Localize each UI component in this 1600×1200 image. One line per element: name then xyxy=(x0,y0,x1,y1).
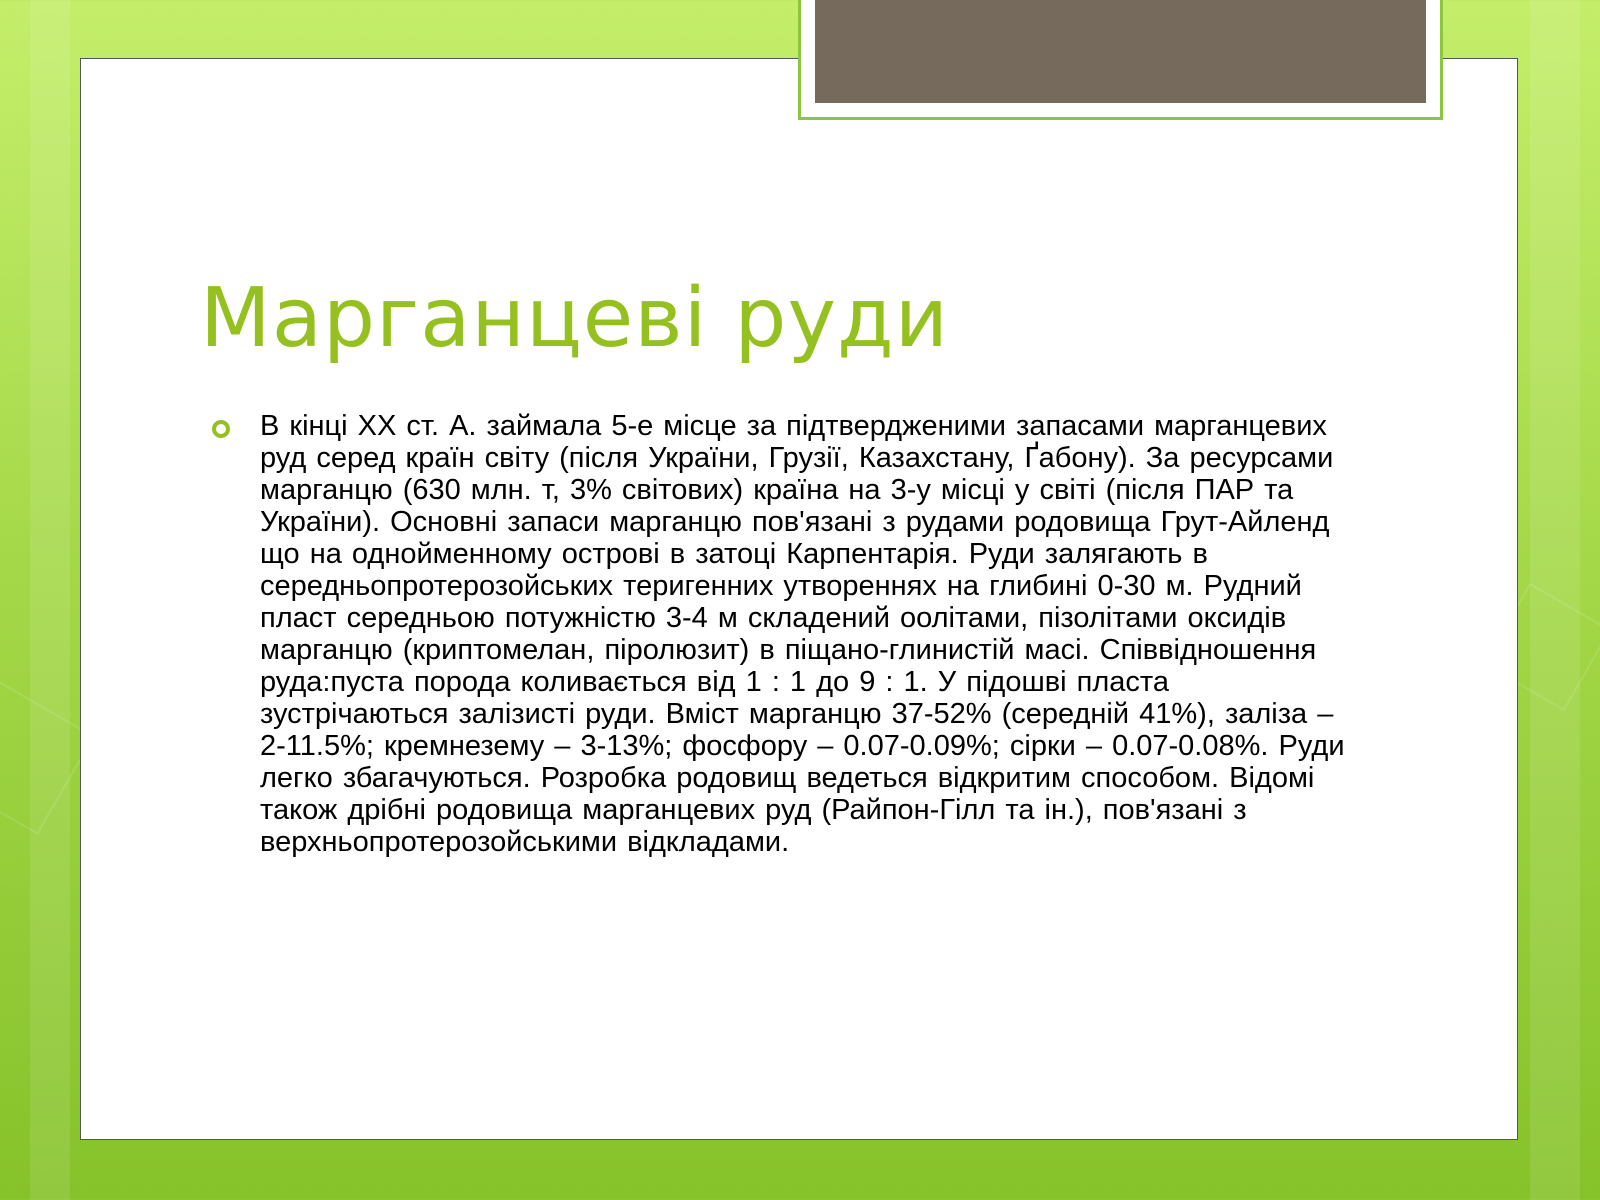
ring-bullet-icon xyxy=(212,420,230,438)
slide-title: Марганцеві руди xyxy=(200,271,949,366)
bullet-paragraph: В кінці ХХ ст. А. займала 5-е місце за підтвердженими запасами марганцевих руд серед країн світу (після України, Грузії, Казахстану, Ґабону). За ресурсами марганцю (630 млн. т, 3% світових) країна на 3-у місці у світі (після ПАР та України). Основні запаси марганцю пов'язані з рудами родовища Грут-Айленд що на однойменному острові в затоці Карпентарія. Руди залягають в середньопротерозойських теригенних утвореннях на глибині 0-30 м. Рудний пласт середньою потужністю 3-4 м складений оолітами, пізолітами оксидів марганцю (криптомелан, піролюзит) в піщано-глинистій масі. Співвідношення руда:пуста порода коливається від 1 : 1 до 9 : 1. У підошві пласта зустрічаються залізисті руди. Вміст марганцю 37-52% (середній 41%), заліза – 2-11.5%; кремнезему – 3-13%; фосфору – 0.07-0.09%; сірки – 0.07-0.08%. Руди легко збагачуються. Розробка родовищ ведеться відкритим способом. Відомі також дрібні родовища марганцевих руд (Райпон-Гілл та ін.), пов'язані з верхньопротерозойськими відкладами. xyxy=(260,410,1345,858)
photo-frame xyxy=(798,0,1443,120)
background-stripe xyxy=(30,0,70,1200)
photo-placeholder xyxy=(815,0,1426,103)
